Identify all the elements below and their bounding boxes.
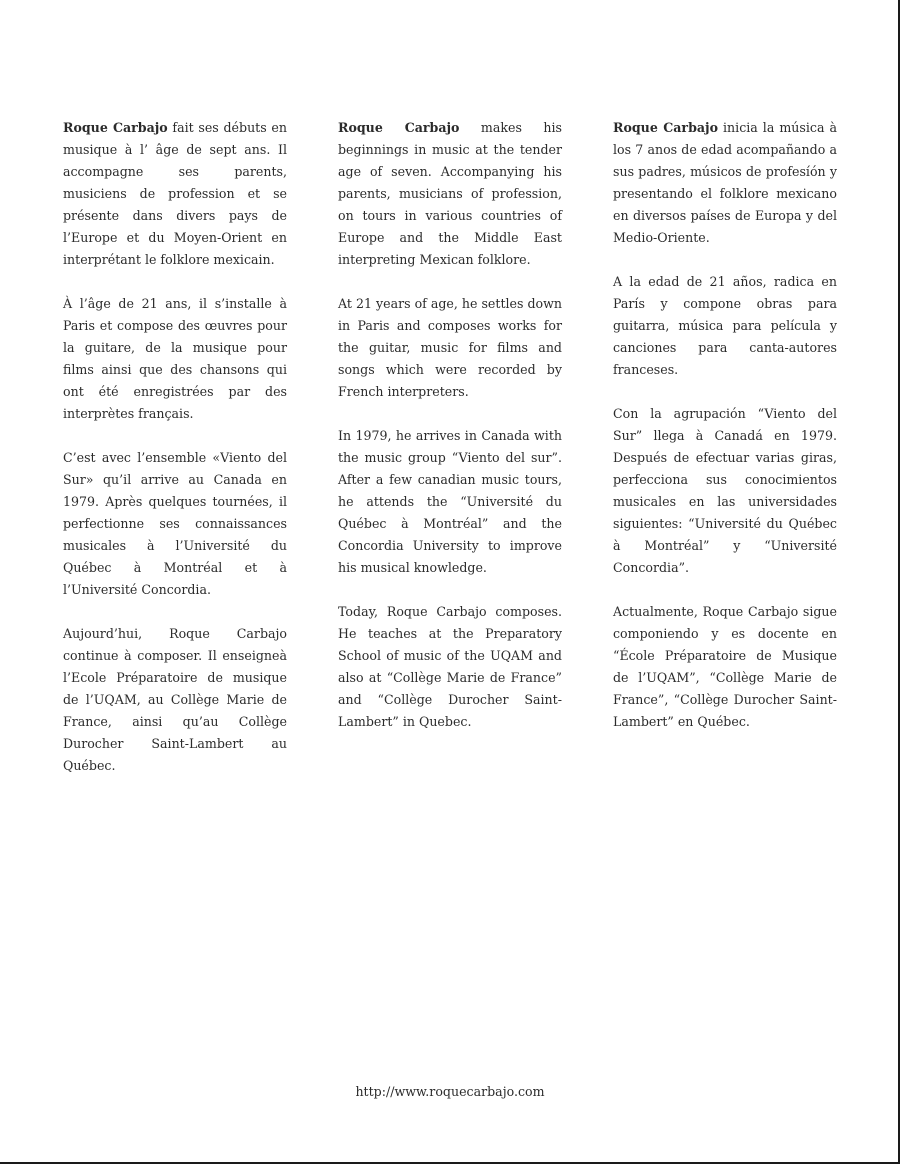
french-paragraph-3: C’est avec l’ensemble «Viento del Sur» qu’il arrive au Canada en 1979. Après quelques tournées, il perfectionne ses connaissances musicales à l’Université du Québec à Montréal et à l’Université Concordia. [63,450,287,597]
english-paragraph-1-text: makes his beginnings in music at the tender age of seven. Accompanying his parents, musicians of profession, on tours in various countries of Europe and the Middle East interpreting Mexican folklore. [338,120,563,267]
column-french [63,117,287,799]
spanish-paragraph-1-text: inicia la música à los 7 anos de edad acompañando a sus padres, músicos de profesíón y presentando el folklore mexicano en diversos países de Europa y del Medio-Oriente. [613,120,838,245]
website-url[interactable]: http://www.roquecarbajo.com [355,1084,545,1099]
column-spanish [613,117,837,755]
spanish-paragraph-2: A la edad de 21 años, radica en París y compone obras para guitarra, música para película y canciones para canta-autores franceses. [613,274,837,377]
spanish-artist-name: Roque Carbajo [613,120,718,135]
french-paragraph-1 [63,117,287,271]
english-paragraph-4: Today, Roque Carbajo composes. He teaches at the Preparatory School of music of the UQAM and also at “Collège Marie de France” and “Collège Durocher Saint-Lambert” in Quebec. [338,604,562,729]
english-paragraph-2: At 21 years of age, he settles down in Paris and composes works for the guitar, music for films and songs which were recorded by French interpreters. [338,296,562,399]
french-artist-name: Roque Carbajo [63,120,168,135]
english-paragraph-3: In 1979, he arrives in Canada with the music group “Viento del sur”. After a few canadian music tours, he attends the “Université du Québec à Montréal” and the Concordia University to improve his musical knowledge. [338,428,562,575]
column-english [338,117,562,755]
french-paragraph-4: Aujourd’hui, Roque Carbajo continue à composer. Il enseigneà l’Ecole Préparatoire de musique de l’UQAM, au Collège Marie de France, ainsi qu’au Collège Durocher Saint-Lambert au Québec. [63,626,287,773]
spanish-paragraph-3: Con la agrupación “Viento del Sur” llega à Canadá en 1979. Después de efectuar varias giras, perfecciona sus conocimientos musicales en las universidades siguientes: “Université du Québec à Montréal” y “Université Concordia”. [613,406,837,575]
english-paragraph-1 [338,117,562,271]
english-artist-name: Roque Carbajo [338,120,460,135]
spanish-paragraph-1 [613,117,837,249]
french-paragraph-1-text: fait ses débuts en musique à l’ âge de sept ans. Il accompagne ses parents, musiciens de profession et se présente dans divers pays de l’Europe et du Moyen-Orient en interprétant le folklore mexicain. [63,120,287,267]
french-paragraph-2: À l’âge de 21 ans, il s’installe à Paris et compose des œuvres pour la guitare, de la musique pour films ainsi que des chansons qui ont été enregistrées par des interprètes français. [63,296,287,421]
spanish-paragraph-4: Actualmente, Roque Carbajo sigue componiendo y es docente en “École Préparatoire de Musique de l’UQAM”, “Collège Marie de France”, “Collège Durocher Saint-Lambert” en Québec. [613,604,837,729]
